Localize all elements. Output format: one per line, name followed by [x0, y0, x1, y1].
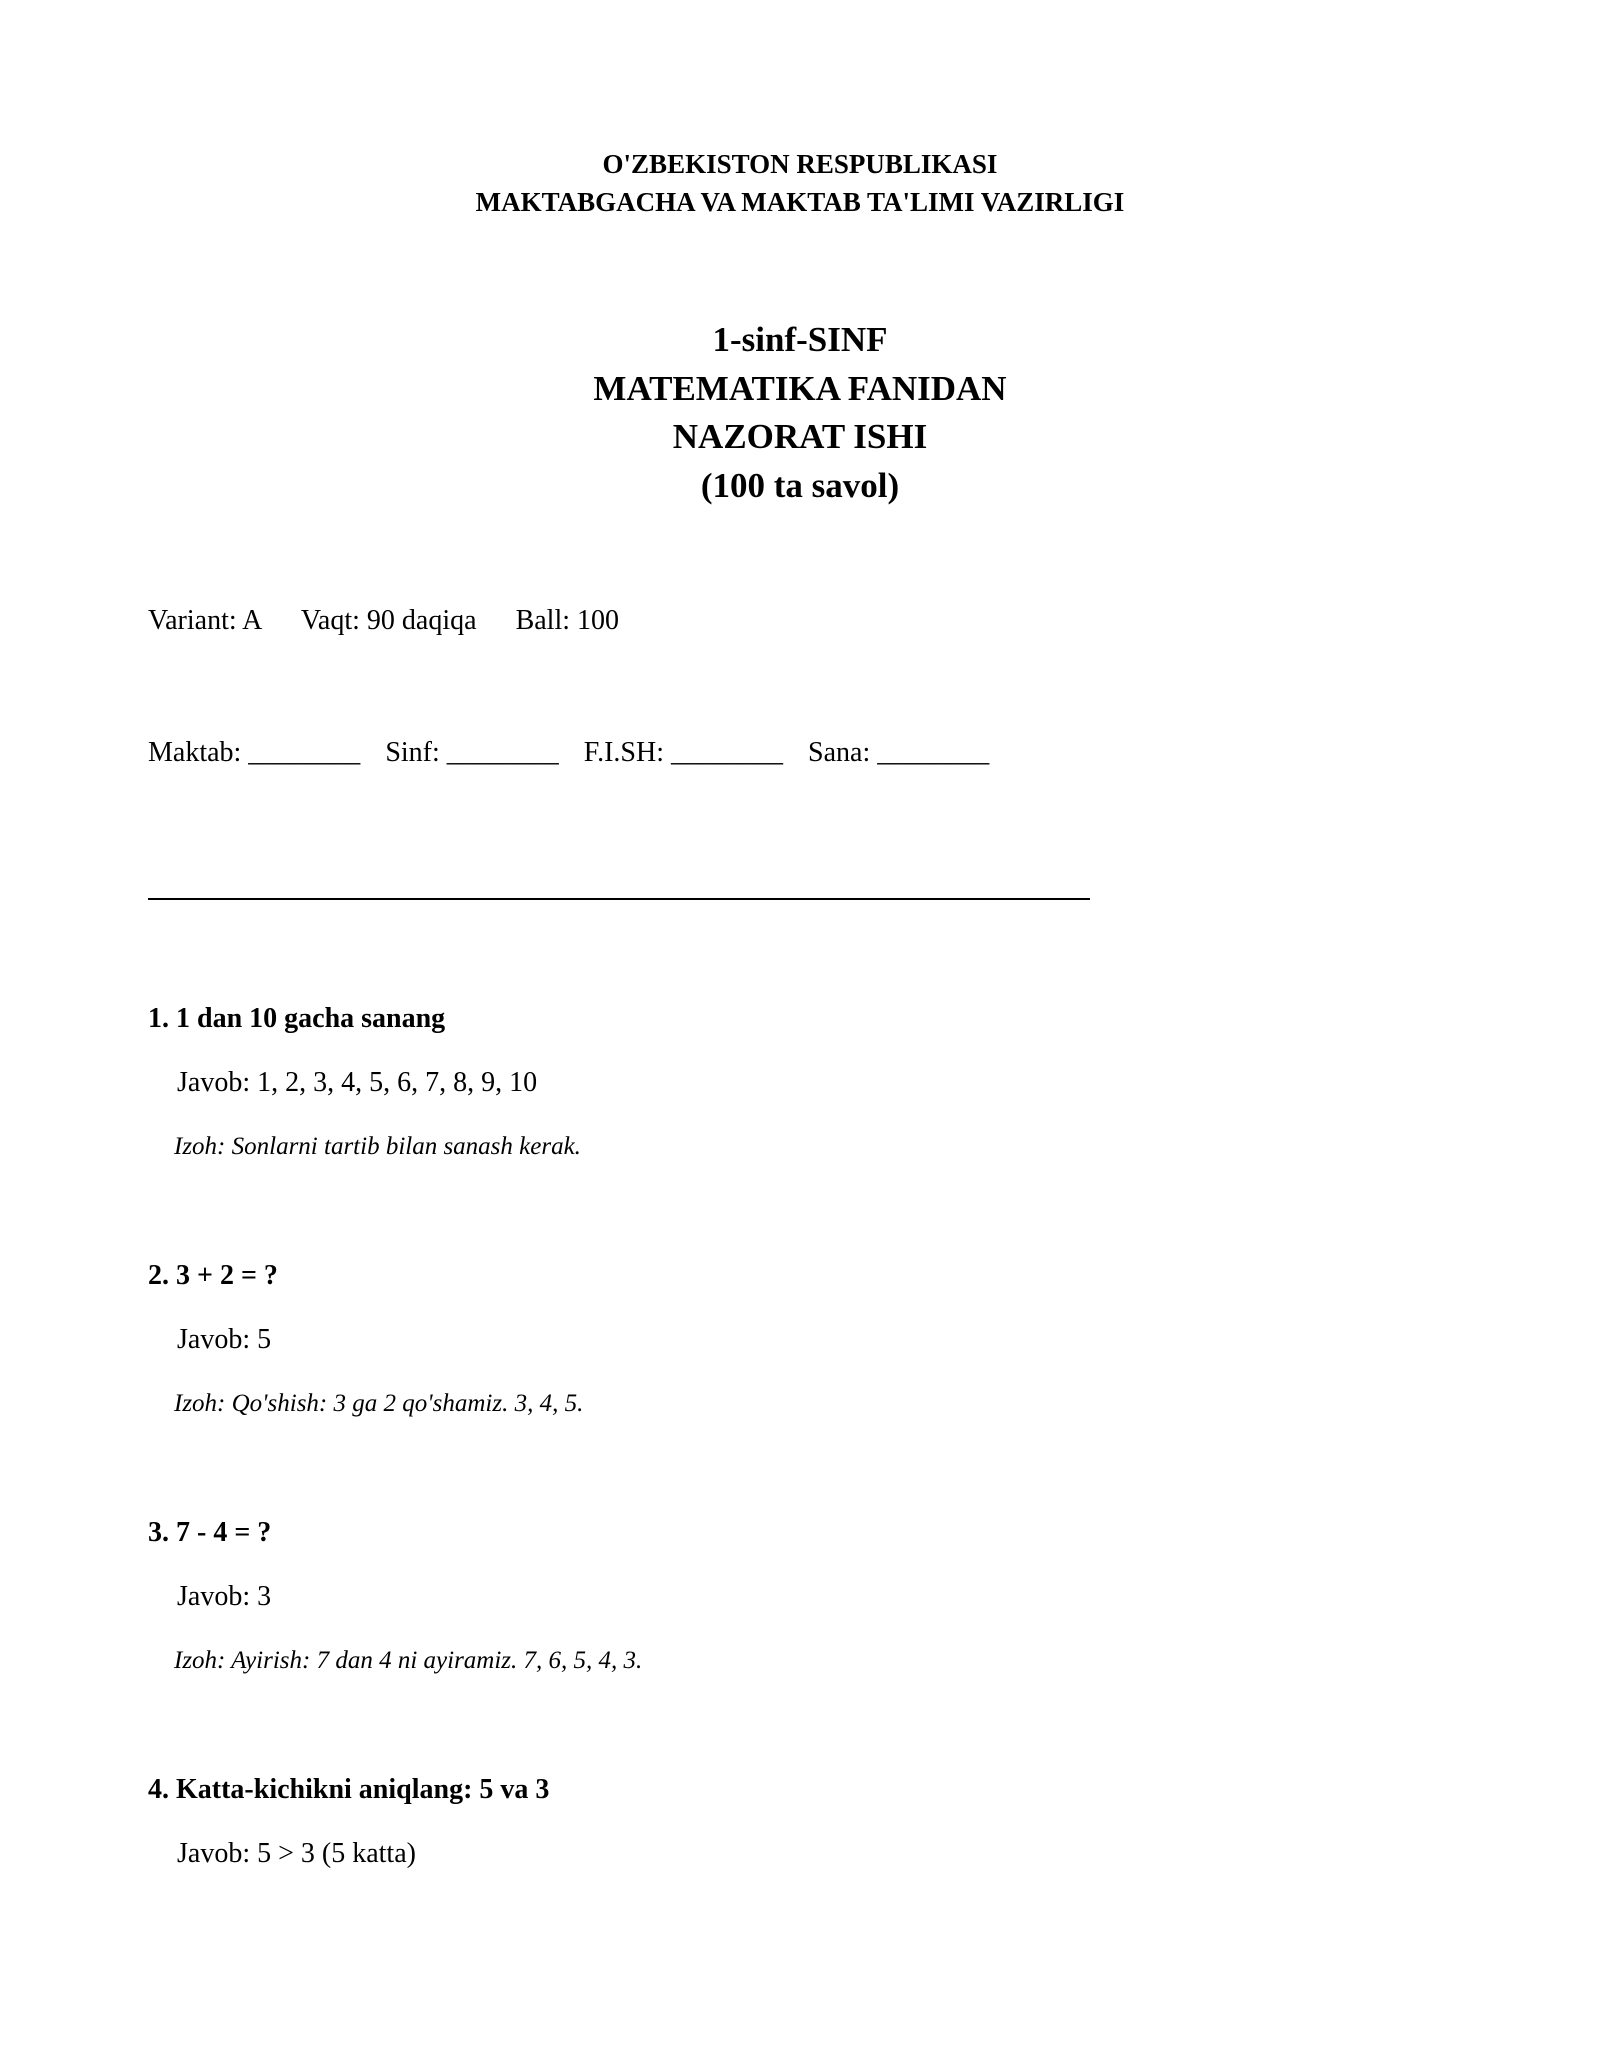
title-count: (100 ta savol) [700, 465, 900, 505]
note-1: Izoh: Sonlarni tartib bilan sanash kerak. [174, 1133, 581, 1160]
document-title [0, 316, 1600, 510]
date-field: Sana: ________ [808, 737, 990, 768]
separator-line [148, 898, 1090, 900]
exam-meta [148, 605, 651, 637]
answer-3: Javob: 3 [177, 1581, 272, 1612]
score-label: Ball: 100 [515, 605, 620, 636]
school-field: Maktab: ________ [148, 737, 361, 768]
class-field: Sinf: ________ [385, 737, 559, 768]
header-country: O'ZBEKISTON RESPUBLIKASI [602, 149, 998, 179]
title-grade: 1-sinf-SINF [712, 320, 888, 359]
answer-2: Javob: 5 [177, 1324, 272, 1355]
title-type: NAZORAT ISHI [672, 417, 928, 456]
variant-label: Variant: A [148, 605, 263, 636]
time-label: Vaqt: 90 daqiqa [300, 605, 477, 636]
question-2: 2. 3 + 2 = ? [148, 1260, 278, 1291]
question-1: 1. 1 dan 10 gacha sanang [148, 1003, 446, 1034]
answer-4: Javob: 5 > 3 (5 katta) [177, 1838, 416, 1869]
ministry-header [0, 145, 1600, 221]
header-ministry: MAKTABGACHA VA MAKTAB TA'LIMI VAZIRLIGI [475, 187, 1125, 217]
student-fields [148, 737, 1007, 769]
note-3: Izoh: Ayirish: 7 dan 4 ni ayiramiz. 7, 6, 5, 4, 3. [174, 1647, 643, 1674]
name-field: F.I.SH: ________ [583, 737, 784, 768]
note-2: Izoh: Qo'shish: 3 ga 2 qo'shamiz. 3, 4, 5. [174, 1390, 584, 1417]
title-subject: MATEMATIKA FANIDAN [593, 368, 1007, 408]
question-3: 3. 7 - 4 = ? [148, 1517, 272, 1548]
answer-1: Javob: 1, 2, 3, 4, 5, 6, 7, 8, 9, 10 [177, 1067, 538, 1098]
question-4: 4. Katta-kichikni aniqlang: 5 va 3 [148, 1774, 550, 1805]
